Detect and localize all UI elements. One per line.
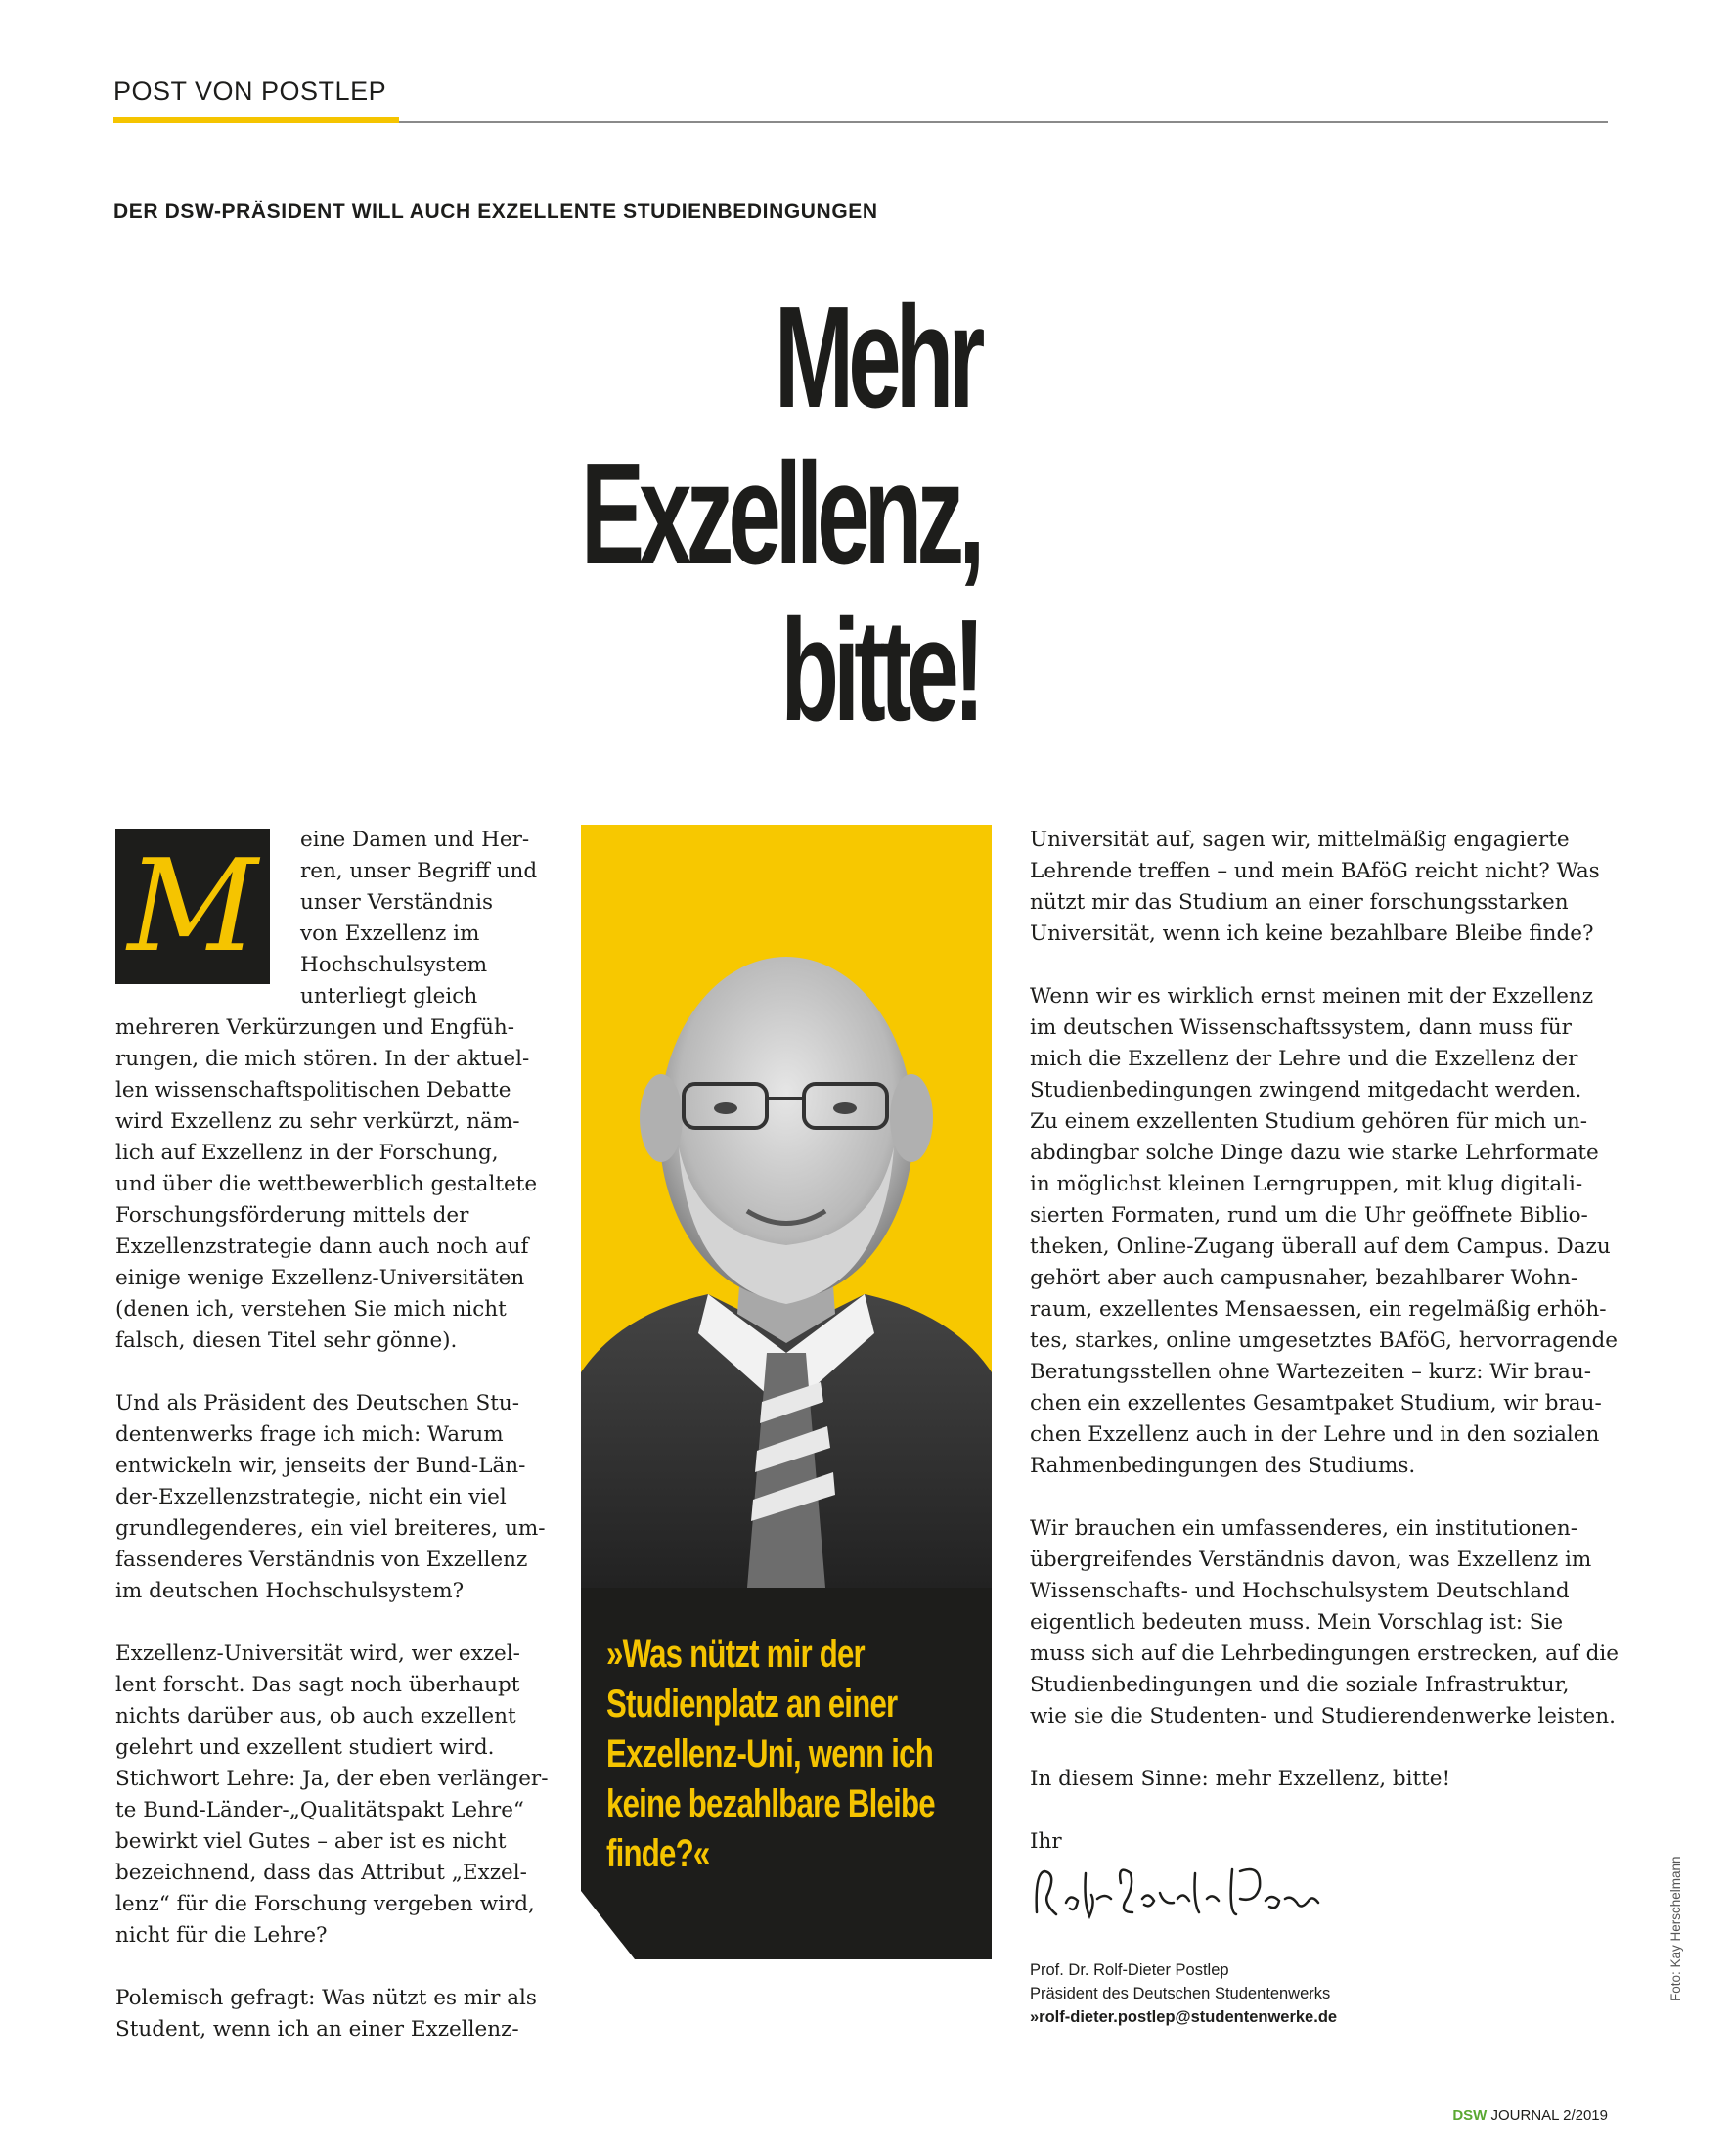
- text-line: von Exzellenz im: [300, 921, 480, 946]
- footer-issue: JOURNAL 2/2019: [1490, 2107, 1608, 2124]
- text-line: fassenderes Verständnis von Exzellenz: [115, 1548, 528, 1572]
- text-line: bewirkt viel Gutes – aber ist es nicht: [115, 1829, 507, 1854]
- text-line: Studienbedingungen zwingend mitgedacht werden.: [1030, 1078, 1582, 1102]
- text-line: muss sich auf die Lehrbedingungen erstrecken, auf die: [1030, 1641, 1619, 1666]
- drop-cap: M: [115, 829, 270, 984]
- text-line: unterliegt gleich: [300, 984, 478, 1009]
- photo-credit: Foto: Kay Herschelmann: [1668, 1856, 1683, 2001]
- text-line: Studienbedingungen und die soziale Infrastruktur,: [1030, 1673, 1570, 1697]
- page-footer: [1452, 2107, 1608, 2124]
- paragraph-gap: [1030, 1482, 1619, 1513]
- text-line: wie sie die Studenten- und Studierendenwerke leisten.: [1030, 1704, 1616, 1729]
- text-line: bezeichnend, dass das Attribut „Exzel-: [115, 1861, 527, 1885]
- text-line: entwickeln wir, jenseits der Bund-Län-: [115, 1454, 526, 1478]
- paragraph-gap: [1030, 950, 1619, 981]
- quote-line: finde?«: [606, 1832, 710, 1875]
- handwritten-signature: [1027, 1844, 1340, 1946]
- text-line: Polemisch gefragt: Was nützt es mir als: [115, 1986, 537, 2010]
- text-line: falsch, diesen Titel sehr gönne).: [115, 1328, 458, 1353]
- text-line: dentenwerks frage ich mich: Warum: [115, 1422, 504, 1447]
- text-line: Stichwort Lehre: Ja, der eben verlänger-: [115, 1767, 549, 1791]
- text-line: Wenn wir es wirklich ernst meinen mit der Exzellenz: [1030, 984, 1594, 1009]
- text-line: unser Verständnis: [300, 890, 493, 915]
- author-photo: [581, 825, 992, 1588]
- paragraph-gap: [115, 1357, 548, 1388]
- text-line: theken, Online-Zugang überall auf dem Campus. Dazu: [1030, 1235, 1611, 1259]
- text-line: gehört aber auch campusnaher, bezahlbarer Wohn-: [1030, 1266, 1578, 1290]
- text-line: chen ein exzellentes Gesamtpaket Studium, wir brau-: [1030, 1391, 1602, 1415]
- text-line: Und als Präsident des Deutschen Stu-: [115, 1391, 520, 1415]
- text-line: Universität auf, sagen wir, mittelmäßig engagierte: [1030, 828, 1570, 852]
- text-line: ren, unser Begriff und: [300, 859, 538, 883]
- text-line: eine Damen und Her-: [300, 828, 530, 852]
- quote-line: keine bezahlbare Bleibe: [606, 1782, 935, 1825]
- text-line: im deutschen Hochschulsystem?: [115, 1579, 465, 1603]
- text-line: Lehrende treffen – und mein BAföG reicht nicht? Was: [1030, 859, 1600, 883]
- paragraph-gap: [115, 1607, 548, 1639]
- text-line: nicht für die Lehre?: [115, 1923, 328, 1948]
- author-role: Präsident des Deutschen Studentenwerks: [1030, 1985, 1331, 2002]
- text-line: im deutschen Wissenschaftssystem, dann muss für: [1030, 1015, 1572, 1040]
- text-line: mich die Exzellenz der Lehre und die Exzellenz der: [1030, 1047, 1578, 1071]
- text-line: der-Exzellenzstrategie, nicht ein viel: [115, 1485, 507, 1509]
- text-line: mehreren Verkürzungen und Engfüh-: [115, 1015, 515, 1040]
- quote-line: »Was nützt mir der: [606, 1633, 865, 1676]
- text-line: gelehrt und exzellent studiert wird.: [115, 1735, 495, 1760]
- headline-line: Mehr: [774, 277, 979, 438]
- footer-brand: DSW: [1452, 2107, 1488, 2124]
- text-line: Wissenschafts- und Hochschulsystem Deutschland: [1030, 1579, 1570, 1603]
- text-line: Wir brauchen ein umfassenderes, ein institutionen-: [1030, 1516, 1578, 1541]
- text-line: nichts darüber aus, ob auch exzellent: [115, 1704, 516, 1729]
- column-1-wrap: [300, 825, 537, 1012]
- text-line: grundlegenderes, ein viel breiteres, um-: [115, 1516, 546, 1541]
- text-line: Exzellenz-Universität wird, wer exzel-: [115, 1641, 520, 1666]
- text-line: Forschungsförderung mittels der: [115, 1203, 469, 1228]
- paragraph-gap: [115, 1952, 548, 1983]
- article-headline: [580, 277, 979, 751]
- quote-line: Studienplatz an einer: [606, 1683, 898, 1726]
- text-line: Hochschulsystem: [300, 953, 488, 977]
- paragraph-gap: [1030, 1732, 1619, 1764]
- text-line: in möglichst kleinen Lerngruppen, mit klug digitali-: [1030, 1172, 1583, 1196]
- signature-block: [1030, 1958, 1337, 2029]
- quote-line: Exzellenz-Uni, wenn ich: [606, 1732, 933, 1775]
- text-line: In diesem Sinne: mehr Exzellenz, bitte!: [1030, 1767, 1451, 1791]
- text-line: lenz“ für die Forschung vergeben wird,: [115, 1892, 535, 1916]
- text-line: abdingbar solche Dinge dazu wie starke Lehrformate: [1030, 1141, 1599, 1165]
- text-line: und über die wettbewerblich gestaltete: [115, 1172, 538, 1196]
- article-kicker: DER DSW-PRÄSIDENT WILL AUCH EXZELLENTE STUDIENBEDINGUNGEN: [113, 201, 878, 223]
- paragraph-gap: [1030, 1795, 1619, 1826]
- text-line: Beratungsstellen ohne Wartezeiten – kurz: Wir brau-: [1030, 1360, 1591, 1384]
- text-line: tes, starkes, online umgesetztes BAföG, hervorragende: [1030, 1328, 1618, 1353]
- text-line: Ihr: [1030, 1829, 1062, 1854]
- text-line: einige wenige Exzellenz-Universitäten: [115, 1266, 525, 1290]
- header-accent-rule: [113, 117, 399, 123]
- column-1: [115, 1012, 548, 2045]
- section-label: POST VON POSTLEP: [113, 76, 387, 106]
- author-name: Prof. Dr. Rolf-Dieter Postlep: [1030, 1961, 1229, 1979]
- text-line: len wissenschaftspolitischen Debatte: [115, 1078, 511, 1102]
- text-line: (denen ich, verstehen Sie mich nicht: [115, 1297, 507, 1322]
- text-line: Student, wenn ich an einer Exzellenz-: [115, 2017, 519, 2042]
- headline-line: bitte!: [779, 590, 979, 751]
- text-line: lent forscht. Das sagt noch überhaupt: [115, 1673, 520, 1697]
- text-line: chen Exzellenz auch in der Lehre und in den sozialen: [1030, 1422, 1600, 1447]
- headline-line: Exzellenz,: [580, 433, 979, 595]
- text-line: Zu einem exzellenten Studium gehören für mich un-: [1030, 1109, 1588, 1134]
- text-line: wird Exzellenz zu sehr verkürzt, näm-: [115, 1109, 520, 1134]
- text-line: Rahmenbedingungen des Studiums.: [1030, 1454, 1416, 1478]
- text-line: nützt mir das Studium an einer forschungsstarken: [1030, 890, 1569, 915]
- column-3: [1030, 825, 1619, 1858]
- text-line: Universität, wenn ich keine bezahlbare Bleibe finde?: [1030, 921, 1594, 946]
- text-line: eigentlich bedeuten muss. Mein Vorschlag ist: Sie: [1030, 1610, 1564, 1635]
- text-line: lich auf Exzellenz in der Forschung,: [115, 1141, 499, 1165]
- text-line: te Bund-Länder-„Qualitätspakt Lehre“: [115, 1798, 524, 1822]
- text-line: übergreifendes Verständnis davon, was Exzellenz im: [1030, 1548, 1592, 1572]
- text-line: raum, exzellentes Mensaessen, ein regelmäßig erhöh-: [1030, 1297, 1607, 1322]
- pull-quote: [606, 1630, 935, 1879]
- text-line: rungen, die mich stören. In der aktuel-: [115, 1047, 530, 1071]
- text-line: sierten Formaten, rund um die Uhr geöffnete Biblio-: [1030, 1203, 1588, 1228]
- author-email-link[interactable]: »rolf-dieter.postlep@studentenwerke.de: [1030, 2008, 1338, 2026]
- text-line: Exzellenzstrategie dann auch noch auf: [115, 1235, 529, 1259]
